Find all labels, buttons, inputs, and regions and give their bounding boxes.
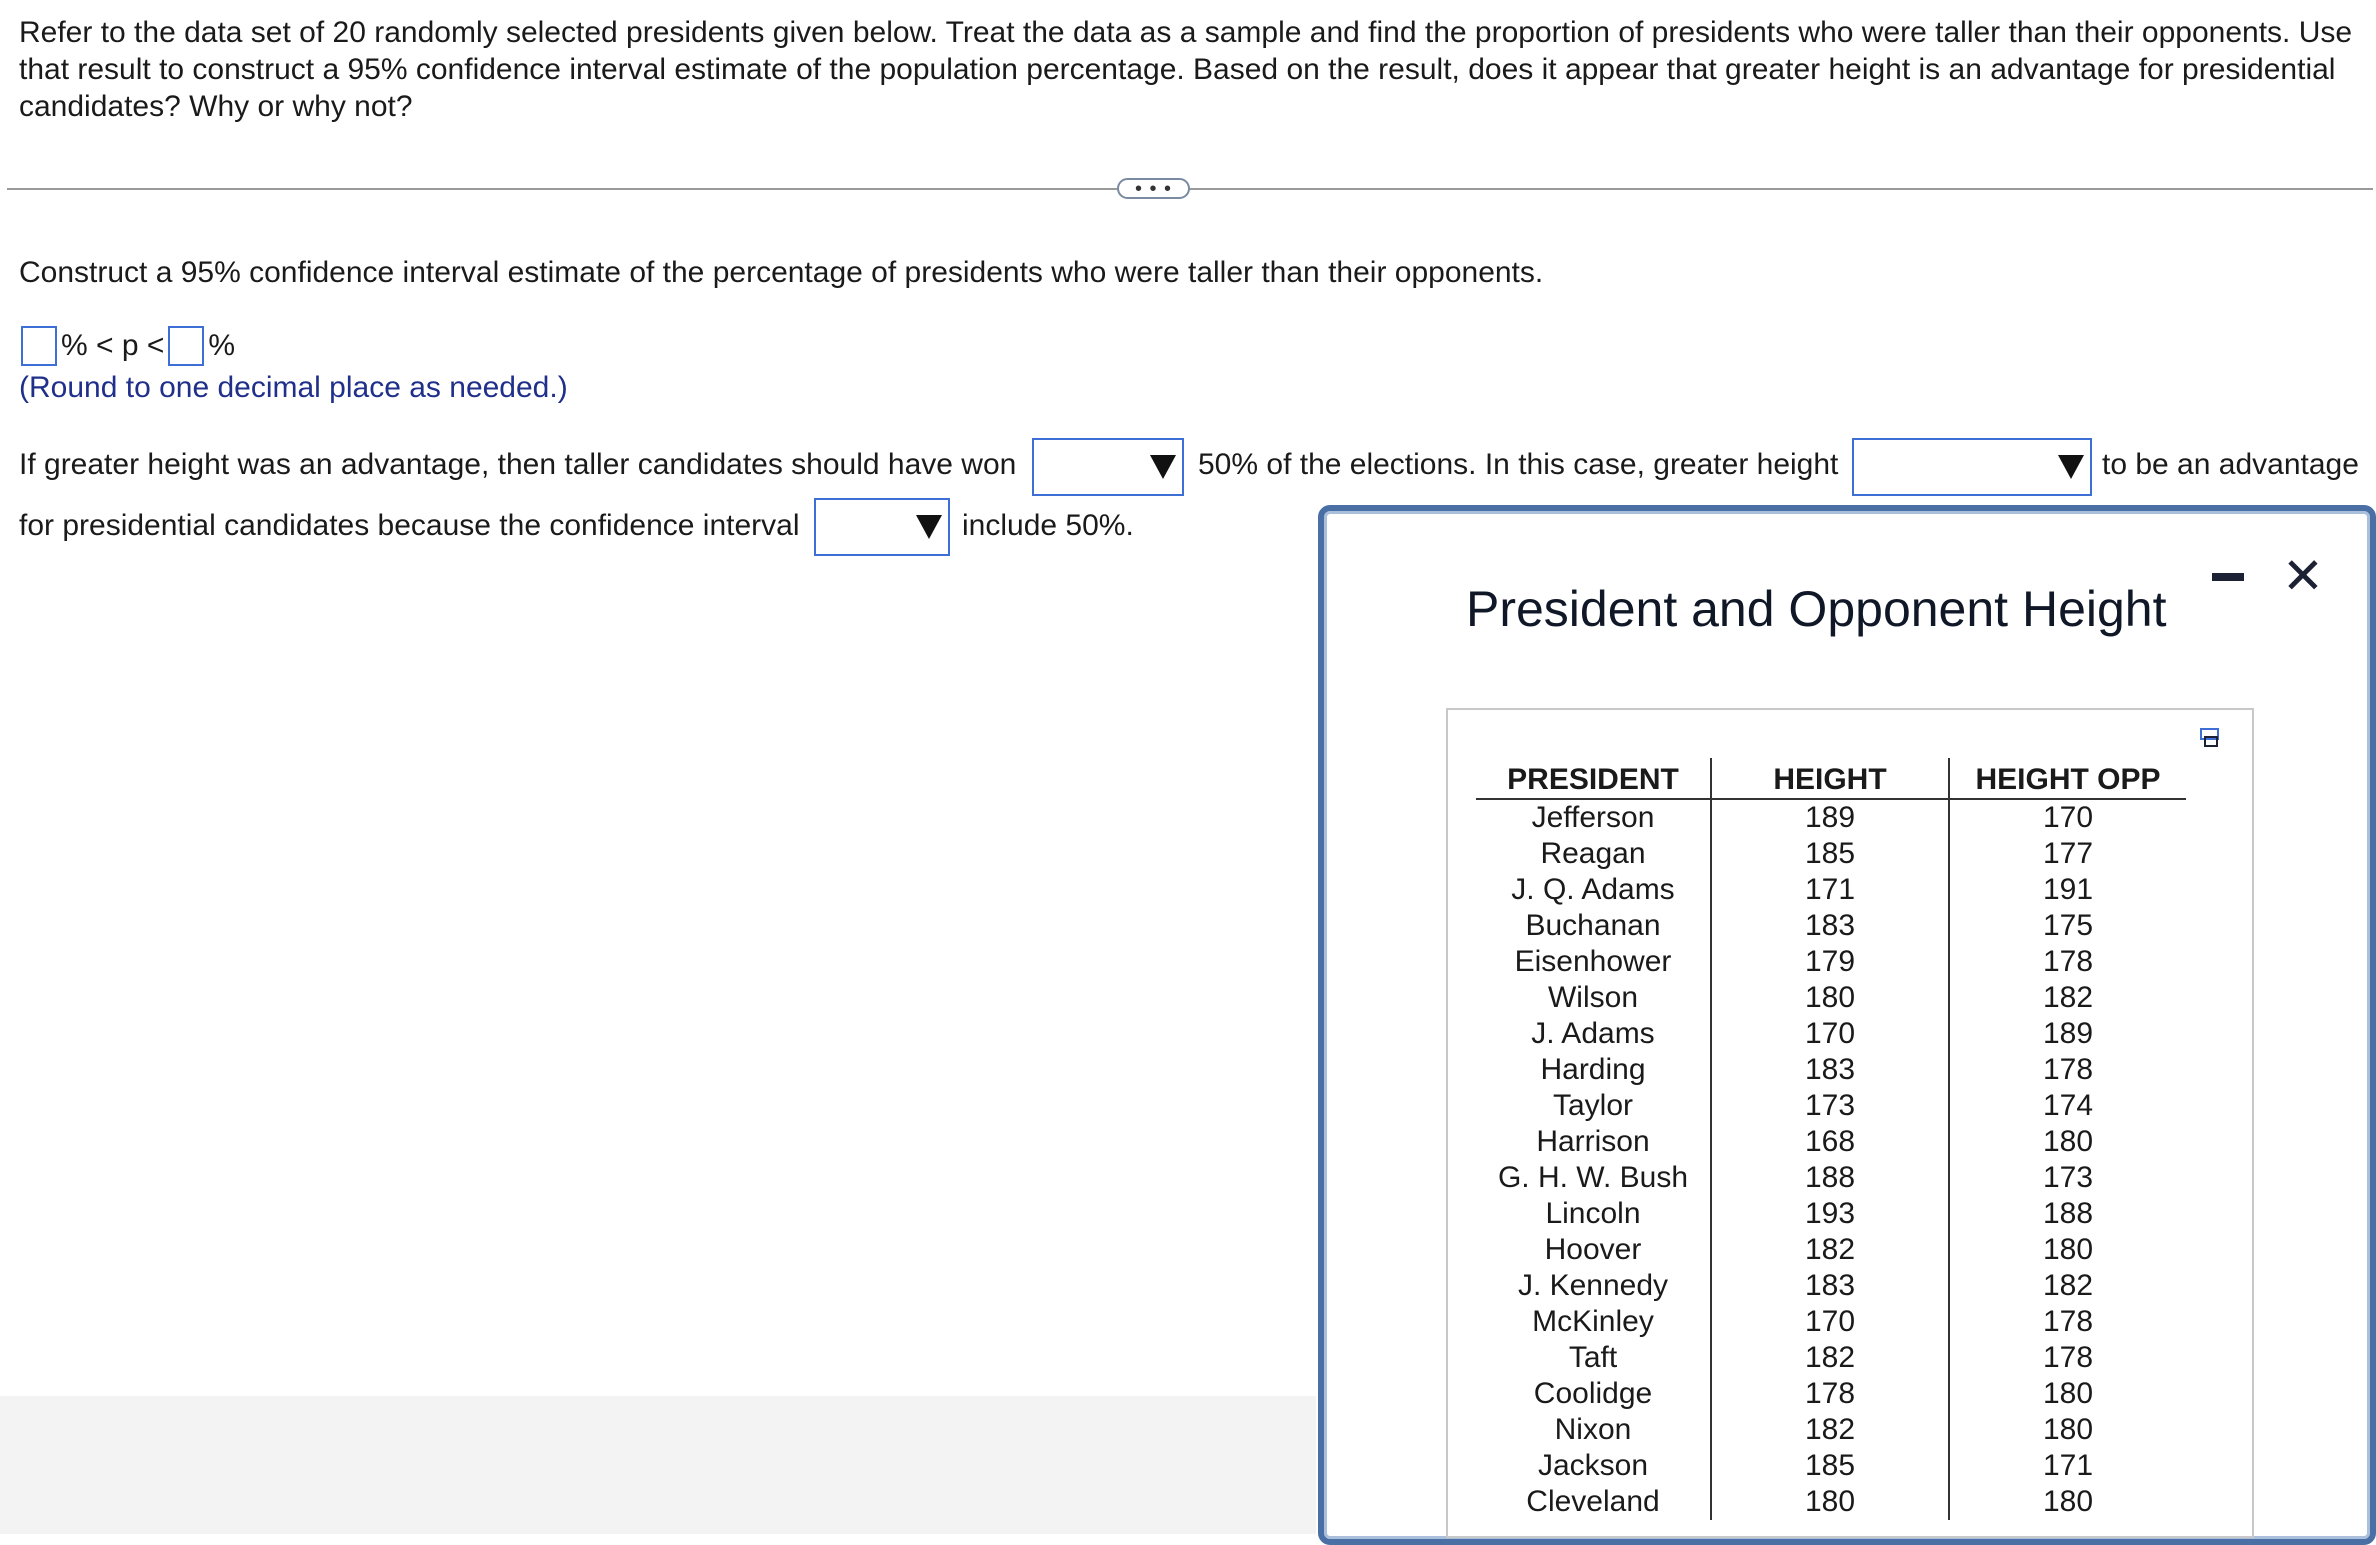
president-cell: Jefferson — [1531, 801, 1655, 834]
height-opp-cell: 188 — [1949, 1196, 2186, 1232]
height-cell: 178 — [1711, 1376, 1949, 1412]
won-dropdown[interactable] — [1032, 438, 1184, 496]
president-cell: Coolidge — [1533, 1377, 1653, 1410]
height-opp-cell: 180 — [1949, 1124, 2186, 1160]
sentence-part3: to be an advantage — [2102, 448, 2359, 481]
president-cell: Hoover — [1544, 1233, 1642, 1266]
upper-bound-input[interactable] — [168, 326, 204, 366]
chevron-down-icon — [1150, 455, 1176, 479]
data-popup-window — [1318, 505, 2376, 1545]
height-opp-cell: 170 — [1949, 799, 2186, 836]
height-opp-cell: 178 — [1949, 1340, 2186, 1376]
height-opp-cell: 174 — [1949, 1088, 2186, 1124]
president-cell: Harrison — [1536, 1125, 1650, 1158]
president-cell: J. Q. Adams — [1511, 873, 1675, 906]
table-row — [1476, 944, 2186, 980]
column-header: HEIGHT OPP — [1949, 758, 2186, 799]
table-row — [1476, 799, 2186, 836]
height-opp-cell: 191 — [1949, 872, 2186, 908]
height-cell: 193 — [1711, 1196, 1949, 1232]
height-cell: 185 — [1711, 836, 1949, 872]
president-cell: Harding — [1540, 1053, 1646, 1086]
prompt-text: Construct a 95% confidence interval estimate of the percentage of presidents who were taller than their opponents. — [19, 256, 1544, 289]
president-cell: G. H. W. Bush — [1497, 1161, 1689, 1194]
height-opp-cell: 175 — [1949, 908, 2186, 944]
height-cell: 173 — [1711, 1088, 1949, 1124]
height-cell: 180 — [1711, 980, 1949, 1016]
confidence-interval-row — [21, 324, 235, 368]
height-opp-cell: 180 — [1949, 1412, 2186, 1448]
data-table-frame — [1446, 708, 2254, 1538]
lower-bound-input[interactable] — [21, 326, 57, 366]
height-cell: 182 — [1711, 1232, 1949, 1268]
table-row — [1476, 1340, 2186, 1376]
chevron-down-icon — [916, 515, 942, 539]
table-row — [1476, 1268, 2186, 1304]
ci-percent-text: % — [208, 329, 236, 362]
height-cell: 170 — [1711, 1016, 1949, 1052]
height-opp-cell: 182 — [1949, 1268, 2186, 1304]
table-row — [1476, 1124, 2186, 1160]
table-row — [1476, 1376, 2186, 1412]
height-cell: 183 — [1711, 908, 1949, 944]
height-cell: 188 — [1711, 1160, 1949, 1196]
minimize-icon[interactable] — [2212, 573, 2244, 581]
height-opp-cell: 178 — [1949, 944, 2186, 980]
president-cell: Cleveland — [1526, 1485, 1660, 1518]
president-cell: McKinley — [1532, 1305, 1654, 1338]
president-height-table — [1476, 758, 2186, 1520]
president-cell: Reagan — [1540, 837, 1646, 870]
table-row — [1476, 980, 2186, 1016]
height-cell: 183 — [1711, 1052, 1949, 1088]
president-cell: Wilson — [1547, 981, 1638, 1014]
height-opp-cell: 171 — [1949, 1448, 2186, 1484]
president-cell: Taft — [1568, 1341, 1618, 1374]
advantage-dropdown[interactable] — [1852, 438, 2092, 496]
more-button[interactable]: • • • — [1117, 178, 1190, 199]
table-row — [1476, 1016, 2186, 1052]
table-row — [1476, 908, 2186, 944]
table-row — [1476, 836, 2186, 872]
height-cell: 168 — [1711, 1124, 1949, 1160]
height-opp-cell: 177 — [1949, 836, 2186, 872]
table-row — [1476, 1232, 2186, 1268]
table-row — [1476, 1196, 2186, 1232]
height-opp-cell: 178 — [1949, 1052, 2186, 1088]
table-row — [1476, 1052, 2186, 1088]
sentence-part1: If greater height was an advantage, then taller candidates should have won — [19, 448, 1017, 481]
president-cell: Nixon — [1554, 1413, 1632, 1446]
table-row — [1476, 1484, 2186, 1520]
close-icon[interactable]: ✕ — [2282, 548, 2324, 604]
table-row — [1476, 872, 2186, 908]
table-row — [1476, 1088, 2186, 1124]
include-dropdown[interactable] — [814, 498, 950, 556]
divider — [7, 188, 2373, 190]
president-cell: J. Kennedy — [1517, 1269, 1669, 1302]
height-cell: 180 — [1711, 1484, 1949, 1520]
height-cell: 183 — [1711, 1268, 1949, 1304]
height-opp-cell: 178 — [1949, 1304, 2186, 1340]
height-cell: 170 — [1711, 1304, 1949, 1340]
president-cell: Jackson — [1537, 1449, 1649, 1482]
question-text: Refer to the data set of 20 randomly selected presidents given below. Treat the data as a sample and find the proportion of presidents who were taller than their opponents. Use that result to construct a 95% confidence interval estimate of the population percentage. Based on the result, does it appear that greater height is an advantage for presidential candidates? Why or why not? — [19, 16, 2353, 123]
sentence-part4: for presidential candidates because the confidence interval — [19, 509, 800, 542]
height-cell: 182 — [1711, 1412, 1949, 1448]
height-cell: 179 — [1711, 944, 1949, 980]
chevron-down-icon — [2058, 455, 2084, 479]
president-cell: Lincoln — [1545, 1197, 1641, 1230]
round-note: (Round to one decimal place as needed.) — [19, 371, 568, 404]
president-cell: Buchanan — [1525, 909, 1661, 942]
ci-middle-text: % < p < — [61, 329, 165, 362]
height-opp-cell: 173 — [1949, 1160, 2186, 1196]
sentence-part2: 50% of the elections. In this case, greater height — [1198, 448, 1839, 481]
table-row — [1476, 1160, 2186, 1196]
height-cell: 189 — [1711, 799, 1949, 836]
table-row — [1476, 1448, 2186, 1484]
president-cell: Taylor — [1552, 1089, 1634, 1122]
sentence-part5: include 50%. — [962, 509, 1134, 542]
height-opp-cell: 189 — [1949, 1016, 2186, 1052]
table-row — [1476, 1412, 2186, 1448]
height-opp-cell: 182 — [1949, 980, 2186, 1016]
page-footer-band — [0, 1396, 1316, 1534]
height-opp-cell: 180 — [1949, 1232, 2186, 1268]
president-cell: Eisenhower — [1514, 945, 1672, 978]
height-cell: 171 — [1711, 872, 1949, 908]
copy-icon[interactable] — [2200, 728, 2222, 748]
popup-title: President and Opponent Height — [1466, 581, 2167, 637]
height-cell: 182 — [1711, 1340, 1949, 1376]
table-row — [1476, 1304, 2186, 1340]
column-header: HEIGHT — [1711, 758, 1949, 799]
height-cell: 185 — [1711, 1448, 1949, 1484]
column-header: PRESIDENT — [1476, 758, 1711, 799]
height-opp-cell: 180 — [1949, 1376, 2186, 1412]
height-opp-cell: 180 — [1949, 1484, 2186, 1520]
president-cell: J. Adams — [1531, 1017, 1655, 1050]
